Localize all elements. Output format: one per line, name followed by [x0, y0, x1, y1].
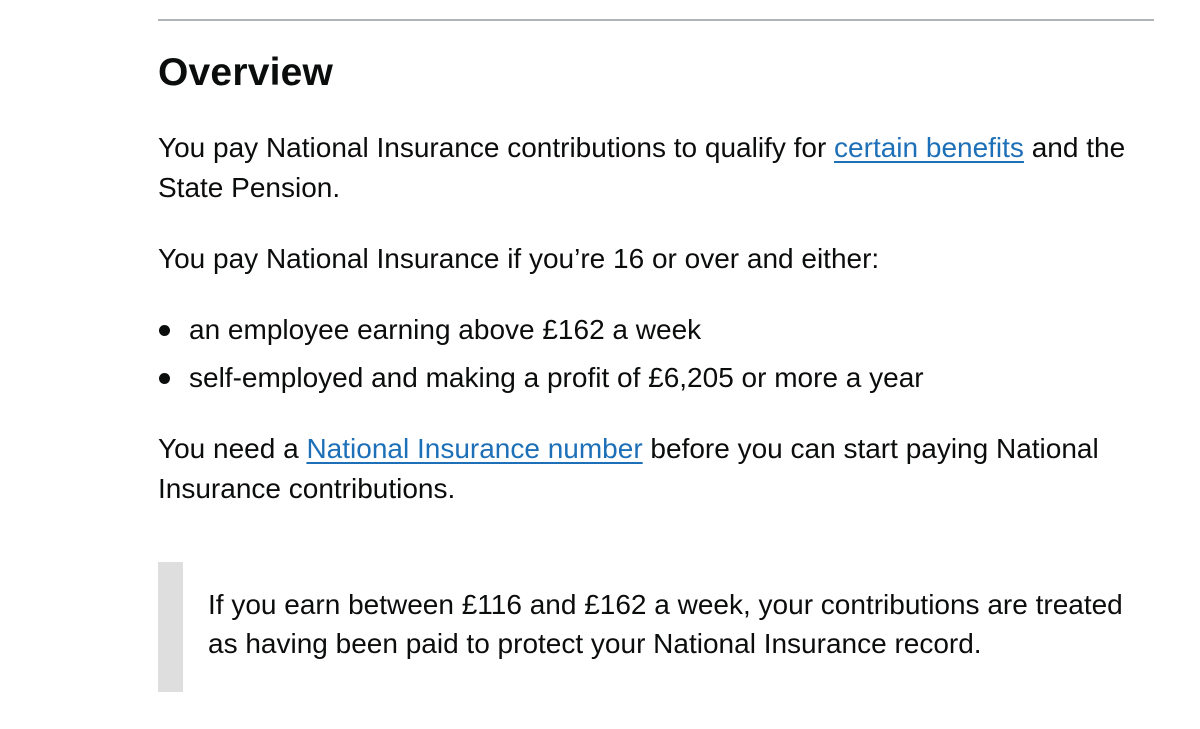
bullet-icon [159, 325, 170, 336]
inset-border [158, 562, 183, 692]
intro-text-after: and the State Pension. [158, 132, 1126, 203]
ni-text-before: You need a [158, 433, 307, 464]
page-title: Overview [158, 51, 334, 94]
list-item [158, 310, 924, 358]
inset-text: If you earn between £116 and £162 a week, your contributions are treated as having been paid to protect your National Insurance record. [208, 589, 1123, 659]
intro-text-before: You pay National Insurance contributions to qualify for [158, 132, 835, 163]
inset-text-box [158, 562, 1154, 692]
ni-text-after: before you can start paying National Insurance contributions. [158, 433, 1099, 504]
eligibility-paragraph: You pay National Insurance if you’re 16 or over and either: [158, 243, 880, 274]
list-item-text: self-employed and making a profit of £6,205 or more a year [189, 362, 924, 393]
eligibility-list [158, 310, 924, 406]
list-item-text: an employee earning above £162 a week [189, 314, 702, 345]
national-insurance-number-link[interactable]: National Insurance number [306, 433, 643, 464]
section-divider [158, 19, 1154, 21]
certain-benefits-link[interactable]: certain benefits [834, 132, 1024, 163]
ni-number-paragraph [158, 429, 1138, 509]
list-item [158, 358, 924, 406]
intro-paragraph [158, 128, 1138, 208]
bullet-icon [159, 373, 170, 384]
